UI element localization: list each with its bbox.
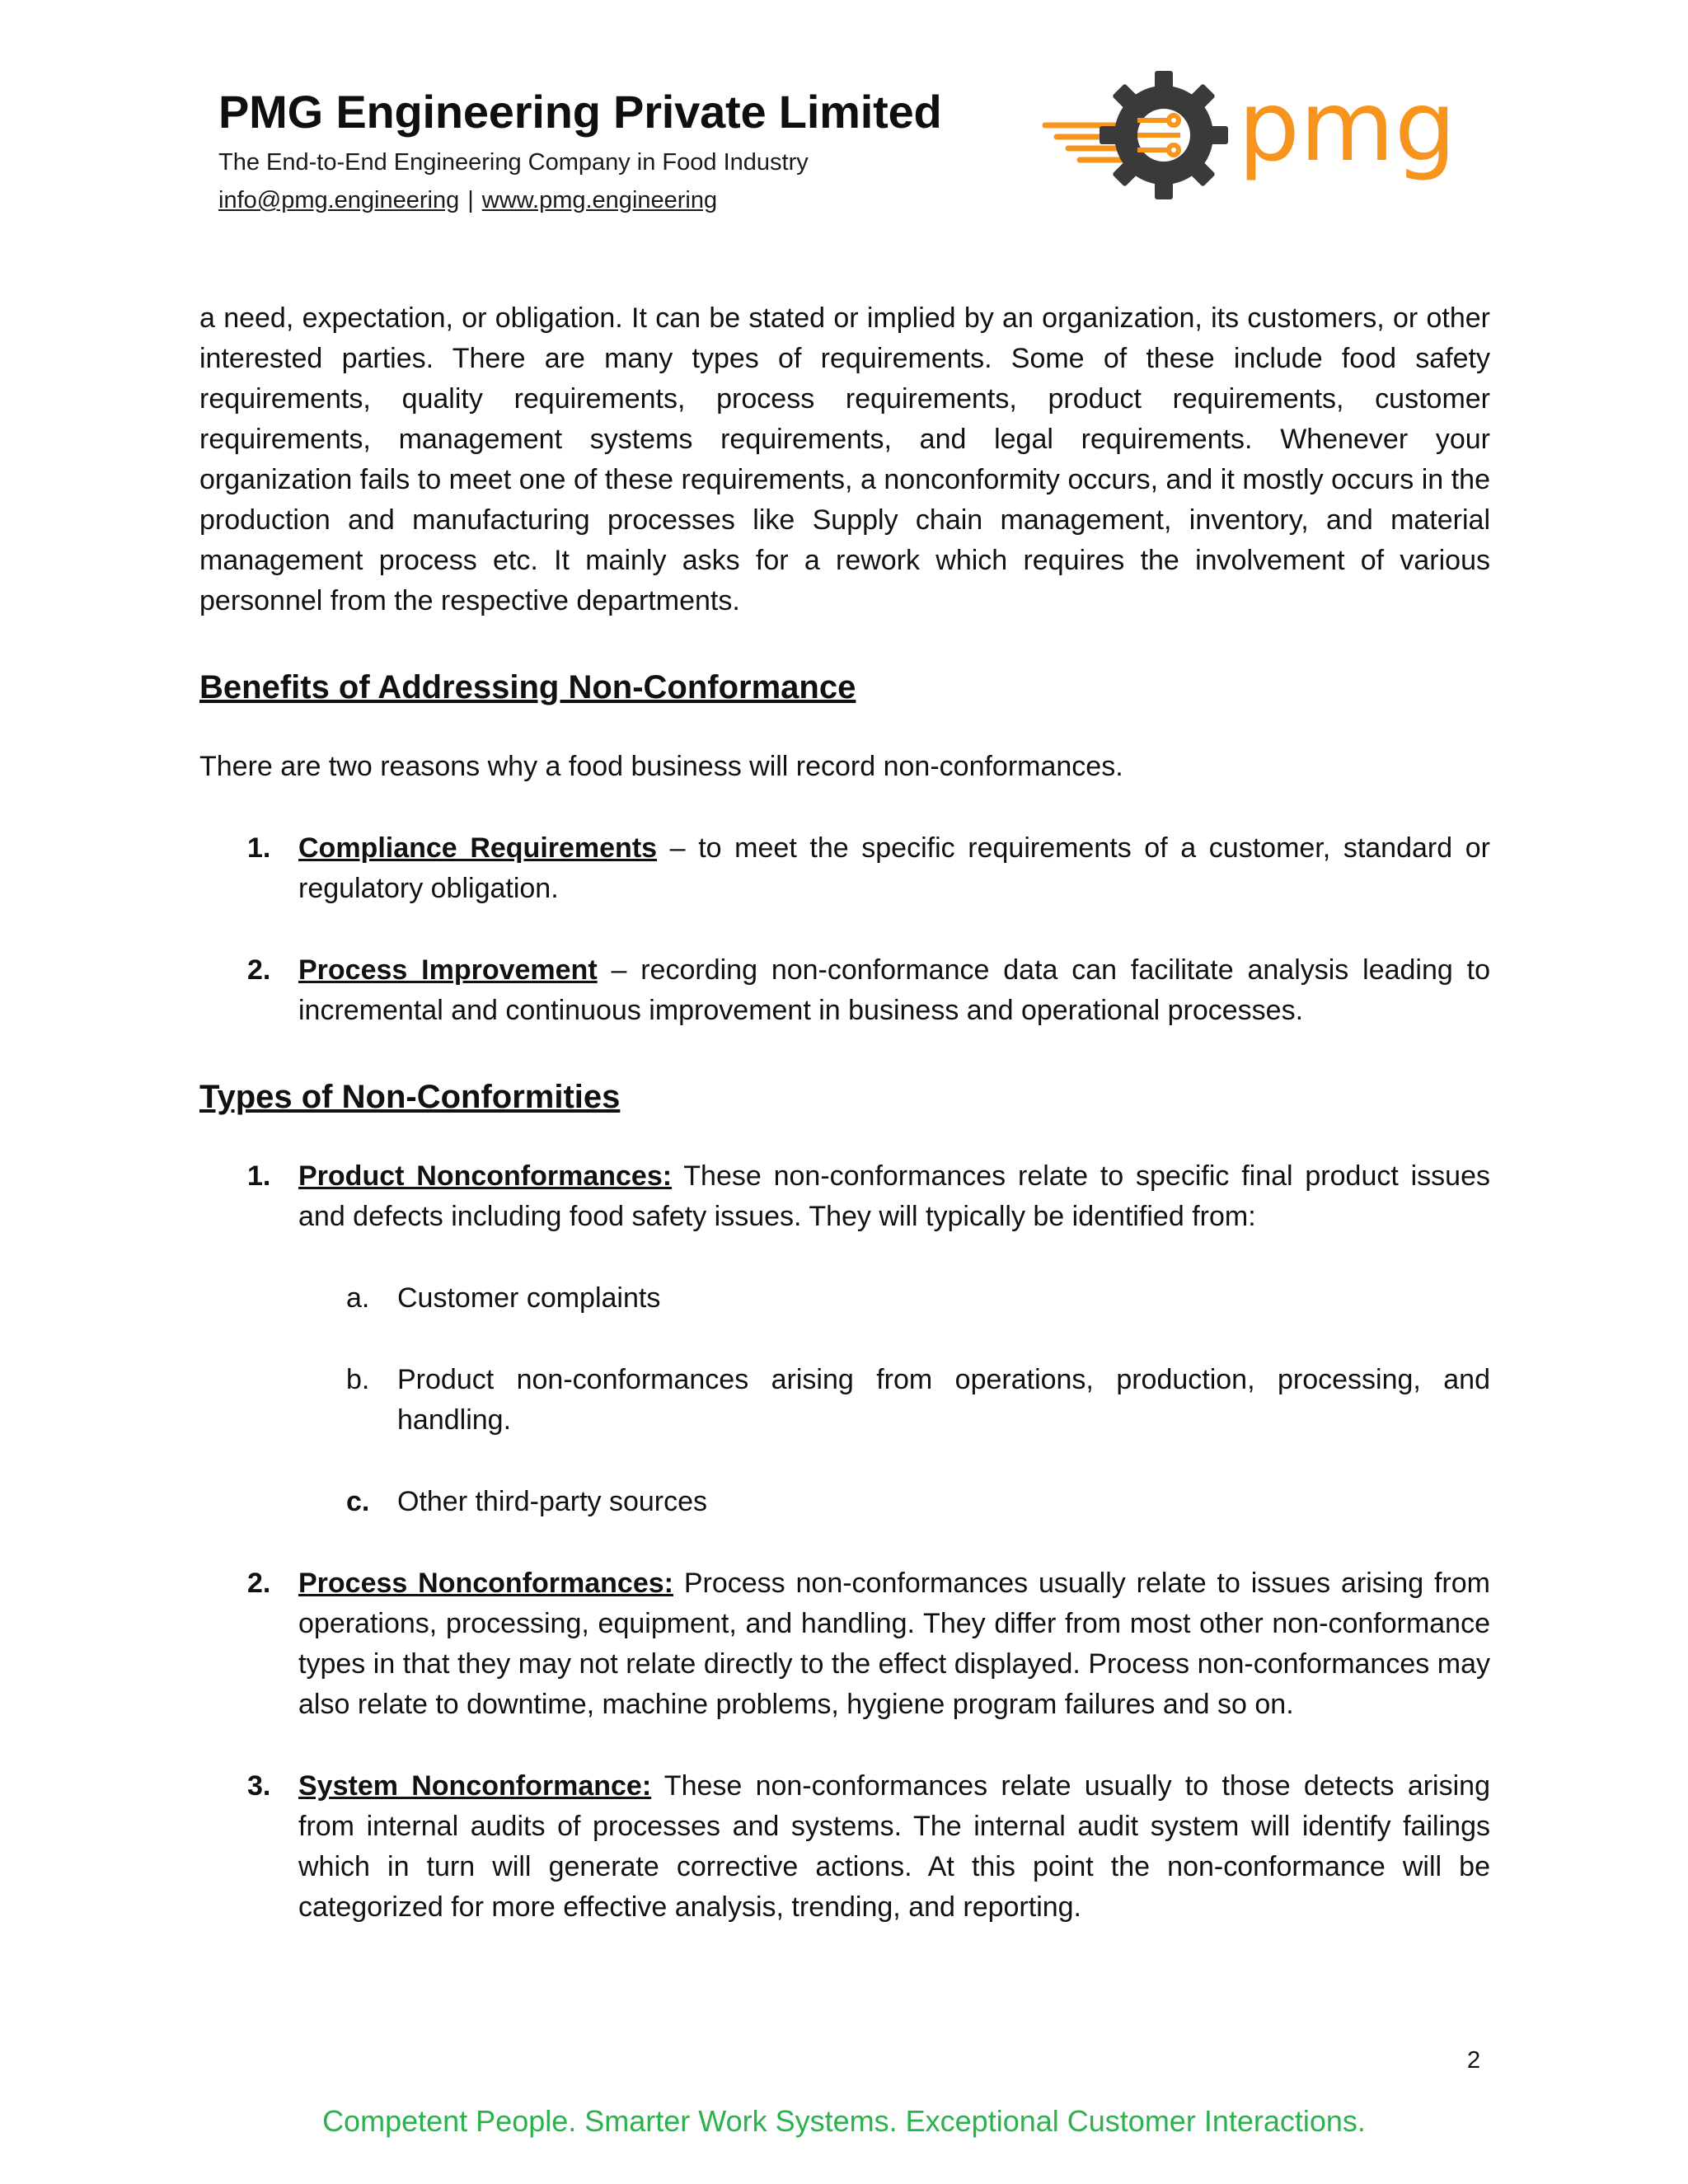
item-term: System Nonconformance: xyxy=(298,1770,652,1802)
list-spacer xyxy=(199,1441,1490,1482)
item-text: These non-conformances relate to specific final product issues and defects including food safety issues. They will typically be identified from: xyxy=(298,1160,1490,1232)
list-item xyxy=(199,828,1490,909)
benefits-list xyxy=(199,828,1490,1031)
sub-item-letter: c. xyxy=(346,1486,370,1517)
list-spacer xyxy=(199,1319,1490,1360)
contact-line xyxy=(218,181,1043,219)
sub-list-item xyxy=(199,1278,1490,1319)
benefits-heading: Benefits of Addressing Non-Conformance xyxy=(199,669,856,705)
gear-icon xyxy=(1100,71,1228,199)
item-text: These non-conformances relate usually to those detects arising from internal audits of processes and systems. The internal audit system will identify failings which in turn will generate corrective actions. At this point the non-conformance will be categorized for more effective analysis, trending, and reporting. xyxy=(298,1770,1490,1923)
list-spacer xyxy=(199,909,1490,950)
company-tagline: The End-to-End Engineering Company in Food Industry xyxy=(218,149,809,176)
sub-list-item xyxy=(199,1360,1490,1441)
email-link[interactable]: info@pmg.engineering xyxy=(218,187,460,213)
benefits-intro: There are two reasons why a food business will record non-conformances. xyxy=(199,751,1123,782)
item-term: Process Improvement xyxy=(298,954,598,986)
page-number: 2 xyxy=(1467,2047,1481,2074)
footer-slogan: Competent People. Smarter Work Systems. Exceptional Customer Interactions. xyxy=(322,2104,1366,2138)
types-heading: Types of Non-Conformities xyxy=(199,1079,621,1115)
item-term: Product Nonconformances: xyxy=(298,1160,673,1192)
logo-wordmark: pmg xyxy=(1238,69,1456,183)
list-item xyxy=(199,1563,1490,1725)
company-name: PMG Engineering Private Limited xyxy=(218,86,942,138)
document-body xyxy=(199,298,1490,1928)
item-text: – recording non-conformance data can facilitate analysis leading to incremental and continuous improvement in business and operational processes. xyxy=(298,954,1490,1026)
item-text: Process non-conformances usually relate to issues arising from operations, processing, equipment, and handling. They differ from most other non-conformance types in that they may not relate directly to the effect displayed. Process non-conformances may also relate to downtime, machine problems, hygiene program failures and so on. xyxy=(298,1568,1490,1720)
letterhead xyxy=(218,81,1043,219)
list-spacer xyxy=(199,1522,1490,1563)
types-list xyxy=(199,1156,1490,1928)
pmg-logo xyxy=(1040,68,1469,208)
item-number: 3. xyxy=(247,1770,271,1802)
sub-list-item xyxy=(199,1482,1490,1522)
item-number: 2. xyxy=(247,1568,271,1599)
sub-item-text: Other third-party sources xyxy=(397,1486,708,1517)
sub-item-text: Product non-conformances arising from operations, production, processing, and handling. xyxy=(397,1364,1490,1436)
contact-separator: | xyxy=(467,187,474,213)
intro-paragraph: a need, expectation, or obligation. It can be stated or implied by an organization, its customers, or other interested parties. There are many types of requirements. Some of these include food safety requirements, quality requirements, process requirements, product requirements, customer requirements, management systems requirements, and legal requirements. Whenever your organization fails to meet one of these requirements, a nonconformity occurs, and it mostly occurs in the production and manufacturing processes like Supply chain management, inventory, and material management process etc. It mainly asks for a rework which requires the involvement of various personnel from the respective departments. xyxy=(199,302,1490,616)
sub-item-text: Customer complaints xyxy=(397,1282,661,1314)
item-number: 2. xyxy=(247,954,271,986)
sub-item-letter: b. xyxy=(346,1364,370,1395)
list-item xyxy=(199,950,1490,1031)
item-term: Process Nonconformances: xyxy=(298,1568,673,1599)
list-spacer xyxy=(199,1725,1490,1766)
list-item xyxy=(199,1766,1490,1928)
sub-item-letter: a. xyxy=(346,1282,370,1314)
item-text: – to meet the specific requirements of a customer, standard or regulatory obligation. xyxy=(298,832,1490,904)
list-item xyxy=(199,1156,1490,1237)
website-link[interactable]: www.pmg.engineering xyxy=(481,187,718,213)
list-spacer xyxy=(199,1237,1490,1278)
item-term: Compliance Requirements xyxy=(298,832,658,864)
item-number: 1. xyxy=(247,1160,271,1192)
item-number: 1. xyxy=(247,832,271,864)
